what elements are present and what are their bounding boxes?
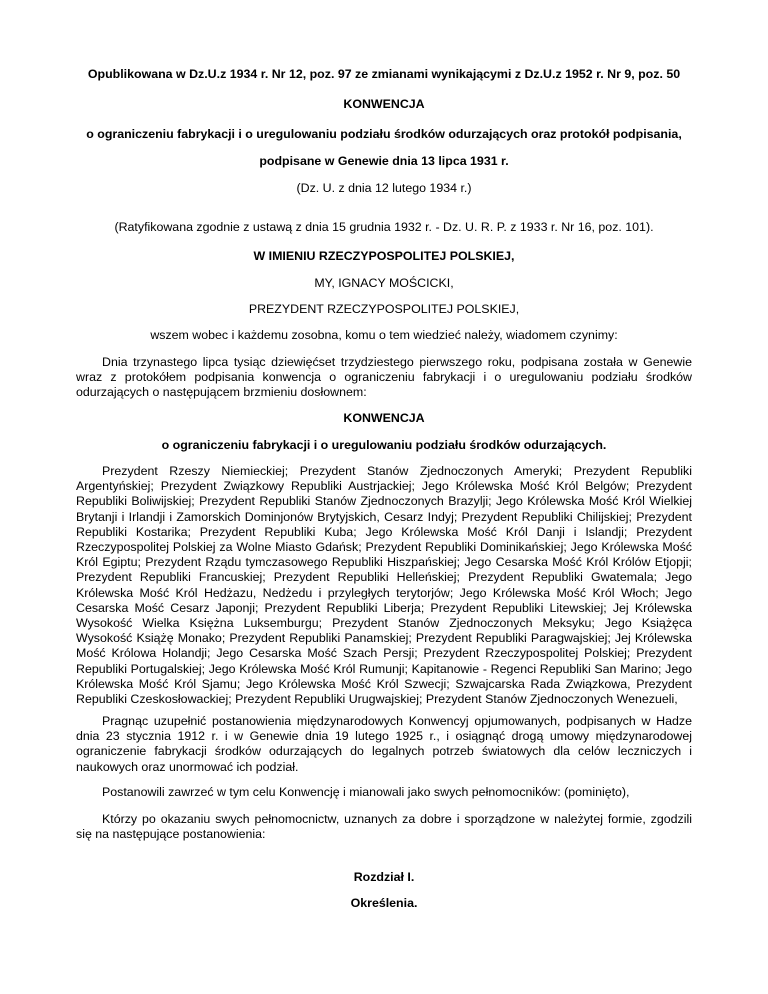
invocation-heading: W IMIENIU RZECZYPOSPOLITEJ POLSKIEJ, [253,249,515,263]
purpose-paragraph: Pragnąc uzupełnić postanowienia międzynarodowych Konwencyj opjumowanych, podpisanych w Hadze dnia 23 stycznia 1912 r. i w Genewie dnia 19 lutego 1925 r., i osiągnąć drogą umowy międzynarodowej ograniczenie fabrykacji środków odurzających do legalnych potrzeb światowych dla celów leczniczych i naukowych oraz unormować ich podział. [76,714,692,774]
announcement-line: wszem wobec i każdemu zosobna, komu o tem wiedzieć należy, wiadomem czynimy: [150,328,618,342]
parties-paragraph: Prezydent Rzeszy Niemieckiej; Prezydent Stanów Zjednoczonych Ameryki; Prezydent Republiki Argentyńskiej; Prezydent Związkowy Republiki Austrjackiej; Jego Królewska Mość Król Belgów; Prezydent Republiki Boliwijskiej; Prezydent Republiki Stanów Zjednoczonych Brazylji; Jego Królewska Mość Król Wielkiej Brytanji i Irlandji i Zamorskich Dominjonów Brytyjskich, Cesarz Indyj; Prezydent Republiki Chilijskiej; Prezydent Republiki Kostarika; Prezydent Republiki Kuba; Jego Królewska Mość Król Danji i Islandji; Prezydent Rzeczypospolitej Polskiej za Wolne Miasto Gdańsk; Prezydent Republiki Dominikańskiej; Jego Królewska Mość Król Egiptu; Prezydent Rządu tymczasowego Republiki Hiszpańskiej; Jego Cesarska Mość Król Królów Etjopji; Prezydent Republiki Francuskiej; Prezydent Republiki Helleńskiej; Prezydent Republiki Gwatemala; Jego Królewska Mość Król Hedżazu, Nedżedu i przyległych terytorjów; Jego Królewska Mość Król Włoch; Jego Cesarska Mość Cesarz Japonji; Prezydent Republiki Liberja; Prezydent Republiki Litewskiej; Jej Królewska Wysokość Wielka Księżna Luksemburgu; Prezydent Stanów Zjednoczonych Meksyku; Jego Książęca Wysokość Książę Monako; Prezydent Republiki Panamskiej; Prezydent Republiki Paragwajskiej; Jej Królewska Mość Królowa Holandji; Jego Cesarska Mość Szach Persji; Prezydent Rzeczypospolitej Polskiej; Prezydent Republiki Portugalskiej; Jego Królewska Mość Król Rumunji; Kapitanowie - Regenci Republiki San Marino; Jego Królewska Mość Król Sjamu; Jego Królewska Mość Król Szwecji; Szwajcarska Rada Związkowa, Prezydent Republiki Czeskosłowackiej; Prezydent Republiki Urugwajskiej; Prezydent Stanów Zjednoczonych Wenezueli, [76,464,692,707]
convention-title: KONWENCJA [343,411,425,425]
chapter-heading: Rozdział I. [353,870,415,884]
intro-paragraph: Dnia trzynastego lipca tysiąc dziewięćset trzydziestego pierwszego roku, podpisana została w Genewie wraz z protokółem podpisania konwencja o ograniczeniu fabrykacji i o uregulowaniu podziału środków odurzających o następującem brzmieniu dosłownem: [76,355,692,400]
president-name: MY, IGNACY MOŚCICKI, [314,276,454,290]
ratification-note: (Ratyfikowana zgodnie z ustawą z dnia 15 grudnia 1932 r. - Dz. U. R. P. z 1933 r. Nr 16, poz. 101). [114,220,654,234]
president-title: PREZYDENT RZECZYPOSPOLITEJ POLSKIEJ, [248,302,520,316]
document-subtitle-line2: podpisane w Genewie dnia 13 lipca 1931 r. [259,154,509,168]
journal-reference: (Dz. U. z dnia 12 lutego 1934 r.) [296,181,472,195]
chapter-title: Określenia. [350,896,418,910]
decision-paragraph: Postanowili zawrzeć w tym celu Konwencję i mianowali jako swych pełnomocników: (pominięto), [102,785,630,799]
convention-subtitle: o ograniczeniu fabrykacji i o uregulowaniu podziału środków odurzających. [161,438,607,452]
document-title: KONWENCJA [343,97,425,111]
document-subtitle-line1: o ograniczeniu fabrykacji i o uregulowaniu podziału środków odurzających oraz protokół podpisania, [86,127,682,141]
agreement-paragraph: Którzy po okazaniu swych pełnomocnictw, uznanych za dobre i sporządzone w należytej formie, zgodzili się na następujące postanowienia: [76,812,692,842]
publication-note: Opublikowana w Dz.U.z 1934 r. Nr 12, poz. 97 ze zmianami wynikającymi z Dz.U.z 1952 r. Nr 9, poz. 50 [87,67,681,81]
